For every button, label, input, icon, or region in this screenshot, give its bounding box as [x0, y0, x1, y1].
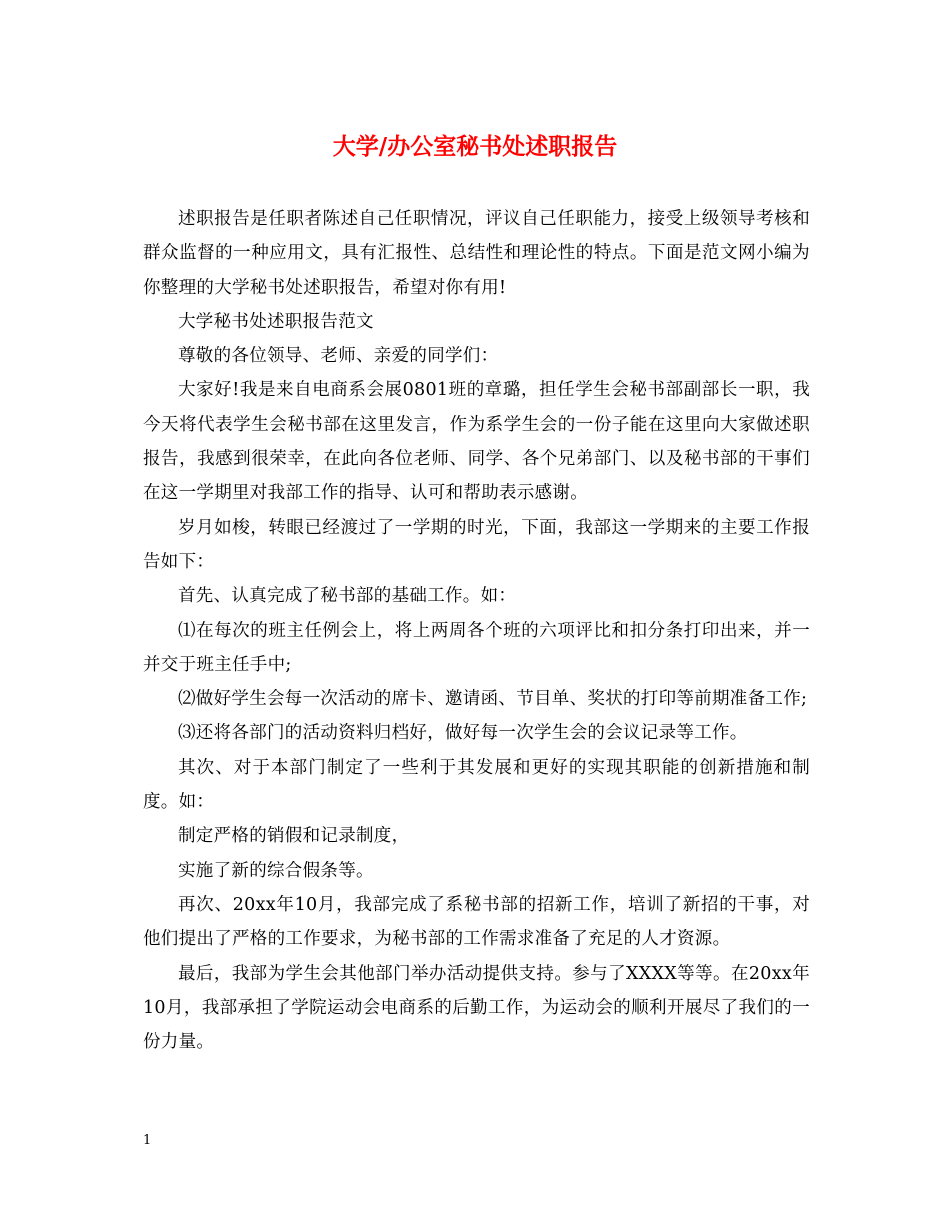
document-body: [143, 202, 810, 1059]
paragraph-greeting: 大家好!我是来自电商系会展0801班的章璐，担任学生会秘书部副部长一职，我今天将代表学生会秘书部在这里发言，作为系学生会的一份子能在这里向大家做述职报告，我感到很荣幸，在此向各位老师、同学、各个兄弟部门、以及秘书部的干事们在这一学期里对我部工作的指导、认可和帮助表示感谢。: [143, 380, 810, 504]
paragraph-item-2: ⑵做好学生会每一次活动的席卡、邀请函、节目单、奖状的打印等前期准备工作;: [178, 689, 808, 710]
paragraph-overview: 岁月如梭，转眼已经渡过了一学期的时光，下面，我部这一学期来的主要工作报告如下：: [143, 517, 810, 572]
document-title: 大学/办公室秘书处述职报告: [332, 133, 618, 160]
paragraph-intro: 述职报告是任职者陈述自己任职情况，评议自己任职能力，接受上级领导考核和群众监督的一种应用文，具有汇报性、总结性和理论性的特点。下面是范文网小编为你整理的大学秘书处述职报告，希望对你有用!: [143, 209, 810, 298]
paragraph-rule-2: 实施了新的综合假条等。: [178, 860, 374, 881]
paragraph-rule-1: 制定严格的销假和记录制度，: [178, 826, 410, 847]
paragraph-salutation: 尊敬的各位领导、老师、亲爱的同学们：: [178, 346, 499, 367]
paragraph-item-1: ⑴在每次的班主任例会上，将上两周各个班的六项评比和扣分条打印出来，并一并交于班主任手中;: [143, 620, 810, 675]
paragraph-first: 首先、认真完成了秘书部的基础工作。如：: [178, 586, 517, 607]
paragraph-item-3: ⑶还将各部门的活动资料归档好，做好每一次学生会的会议记录等工作。: [178, 723, 748, 744]
paragraph-last: 最后，我部为学生会其他部门举办活动提供支持。参与了XXXX等等。在20xx年10月，我部承担了学院运动会电商系的后勤工作，为运动会的顺利开展尽了我们的一份力量。: [143, 963, 810, 1053]
page-number: 1: [143, 1133, 152, 1148]
paragraph-subtitle: 大学秘书处述职报告范文: [178, 311, 374, 332]
paragraph-third: 再次、20xx年10月，我部完成了系秘书部的招新工作，培训了新招的干事，对他们提出了严格的工作要求，为秘书部的工作需求准备了充足的人才资源。: [143, 894, 810, 950]
paragraph-second: 其次、对于本部门制定了一些利于其发展和更好的实现其职能的创新措施和制度。如：: [143, 757, 810, 813]
